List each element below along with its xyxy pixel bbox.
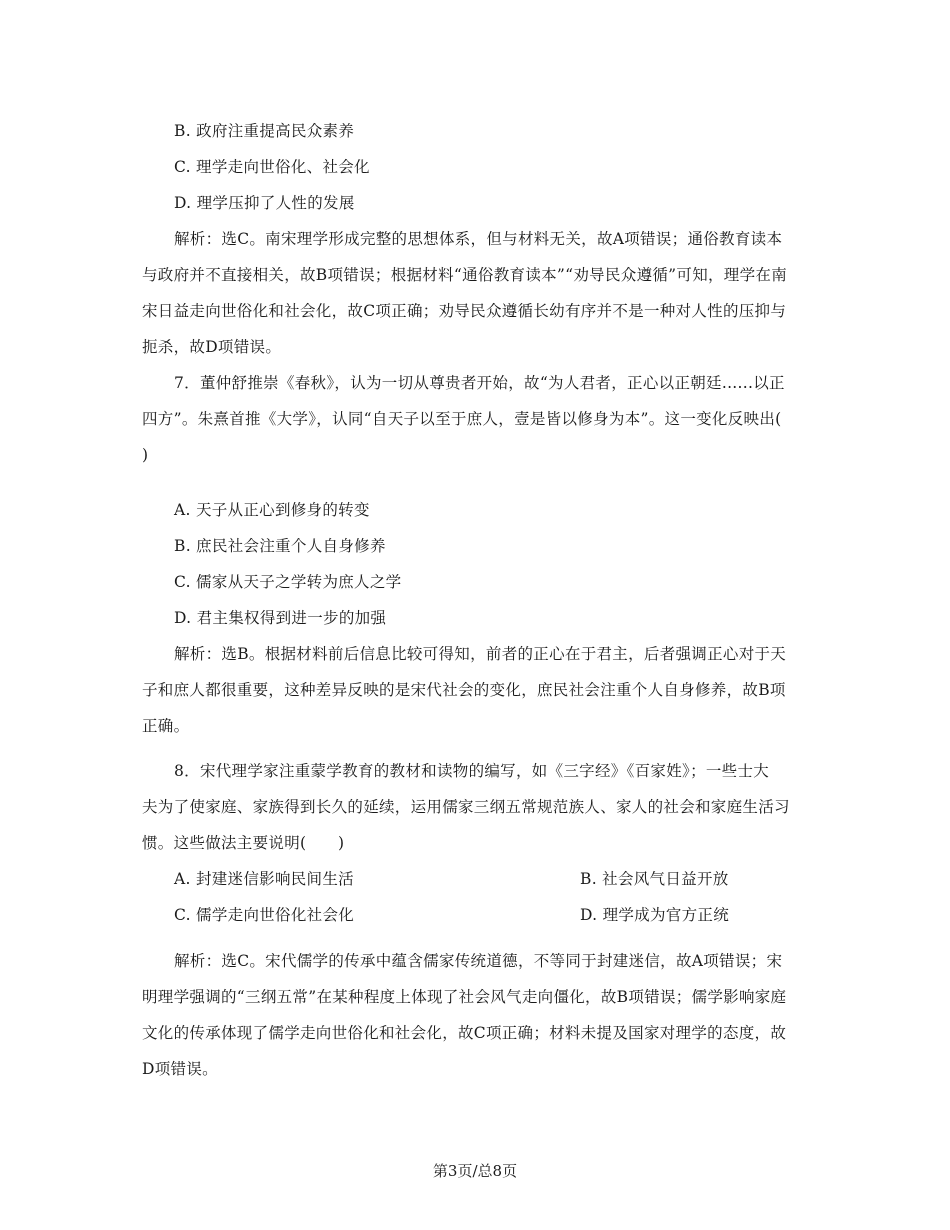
q8-option-b: B. 社会风气日益开放 xyxy=(580,870,729,888)
q7-analysis-line: 解析：选B。根据材料前后信息比较可得知，前者的正心在于君主，后者强调正心对于天 xyxy=(174,645,787,663)
q6-option-d: D. 理学压抑了人性的发展 xyxy=(174,194,355,212)
q7-analysis-line: 正确。 xyxy=(142,717,190,735)
q7-option-b: B. 庶民社会注重个人自身修养 xyxy=(174,537,386,555)
q6-analysis-line: 解析：选C。南宋理学形成完整的思想体系，但与材料无关，故A项错误；通俗教育读本 xyxy=(174,230,783,248)
q8-option-c: C. 儒学走向世俗化社会化 xyxy=(174,906,355,924)
q8-stem-line: 8．宋代理学家注重蒙学教育的教材和读物的编写，如《三字经》《百家姓》；一些士大 xyxy=(174,762,770,780)
q8-analysis-line: 明理学强调的“三纲五常”在某种程度上体现了社会风气走向僵化，故B项错误；儒学影响家庭 xyxy=(142,988,787,1006)
q7-option-c: C. 儒家从天子之学转为庶人之学 xyxy=(174,573,402,591)
q8-analysis-line: 解析：选C。宋代儒学的传承中蕴含儒家传统道德，不等同于封建迷信，故A项错误；宋 xyxy=(174,952,783,970)
q7-stem-line: 7．董仲舒推崇《春秋》，认为一切从尊贵者开始，故“为人君者，正心以正朝廷......以正 xyxy=(174,374,785,392)
q6-option-c: C. 理学走向世俗化、社会化 xyxy=(174,158,370,176)
q8-stem-line: 惯。这些做法主要说明( ) xyxy=(142,834,345,852)
q8-option-a: A. 封建迷信影响民间生活 xyxy=(174,870,354,888)
q7-option-d: D. 君主集权得到进一步的加强 xyxy=(174,609,387,627)
q8-analysis-line: D项错误。 xyxy=(142,1060,218,1078)
q8-stem-line: 夫为了使家庭、家族得到长久的延续，运用儒家三纲五常规范族人、家人的社会和家庭生活习 xyxy=(142,798,790,816)
q6-analysis-line: 扼杀，故D项错误。 xyxy=(142,338,282,356)
q8-analysis-line: 文化的传承体现了儒学走向世俗化和社会化，故C项正确；材料未提及国家对理学的态度，故 xyxy=(142,1024,787,1042)
q7-stem-line: 四方”。朱熹首推《大学》，认同“自天子以至于庶人，壹是皆以修身为本”。这一变化反映出( xyxy=(142,410,782,428)
q7-stem-line: ) xyxy=(142,446,149,464)
page-number: 第3页/总8页 xyxy=(432,1162,518,1180)
q7-option-a: A. 天子从正心到修身的转变 xyxy=(174,501,370,519)
q6-analysis-line: 与政府并不直接相关，故B项错误；根据材料“通俗教育读本”“劝导民众遵循”可知，理学在南 xyxy=(142,266,787,284)
q6-option-b: B. 政府注重提高民众素养 xyxy=(174,122,355,140)
q8-option-d: D. 理学成为官方正统 xyxy=(580,906,730,924)
q6-analysis-line: 宋日益走向世俗化和社会化，故C项正确；劝导民众遵循长幼有序并不是一种对人性的压抑与 xyxy=(142,302,787,320)
q7-analysis-line: 子和庶人都很重要，这种差异反映的是宋代社会的变化，庶民社会注重个人自身修养，故B项 xyxy=(142,681,786,699)
